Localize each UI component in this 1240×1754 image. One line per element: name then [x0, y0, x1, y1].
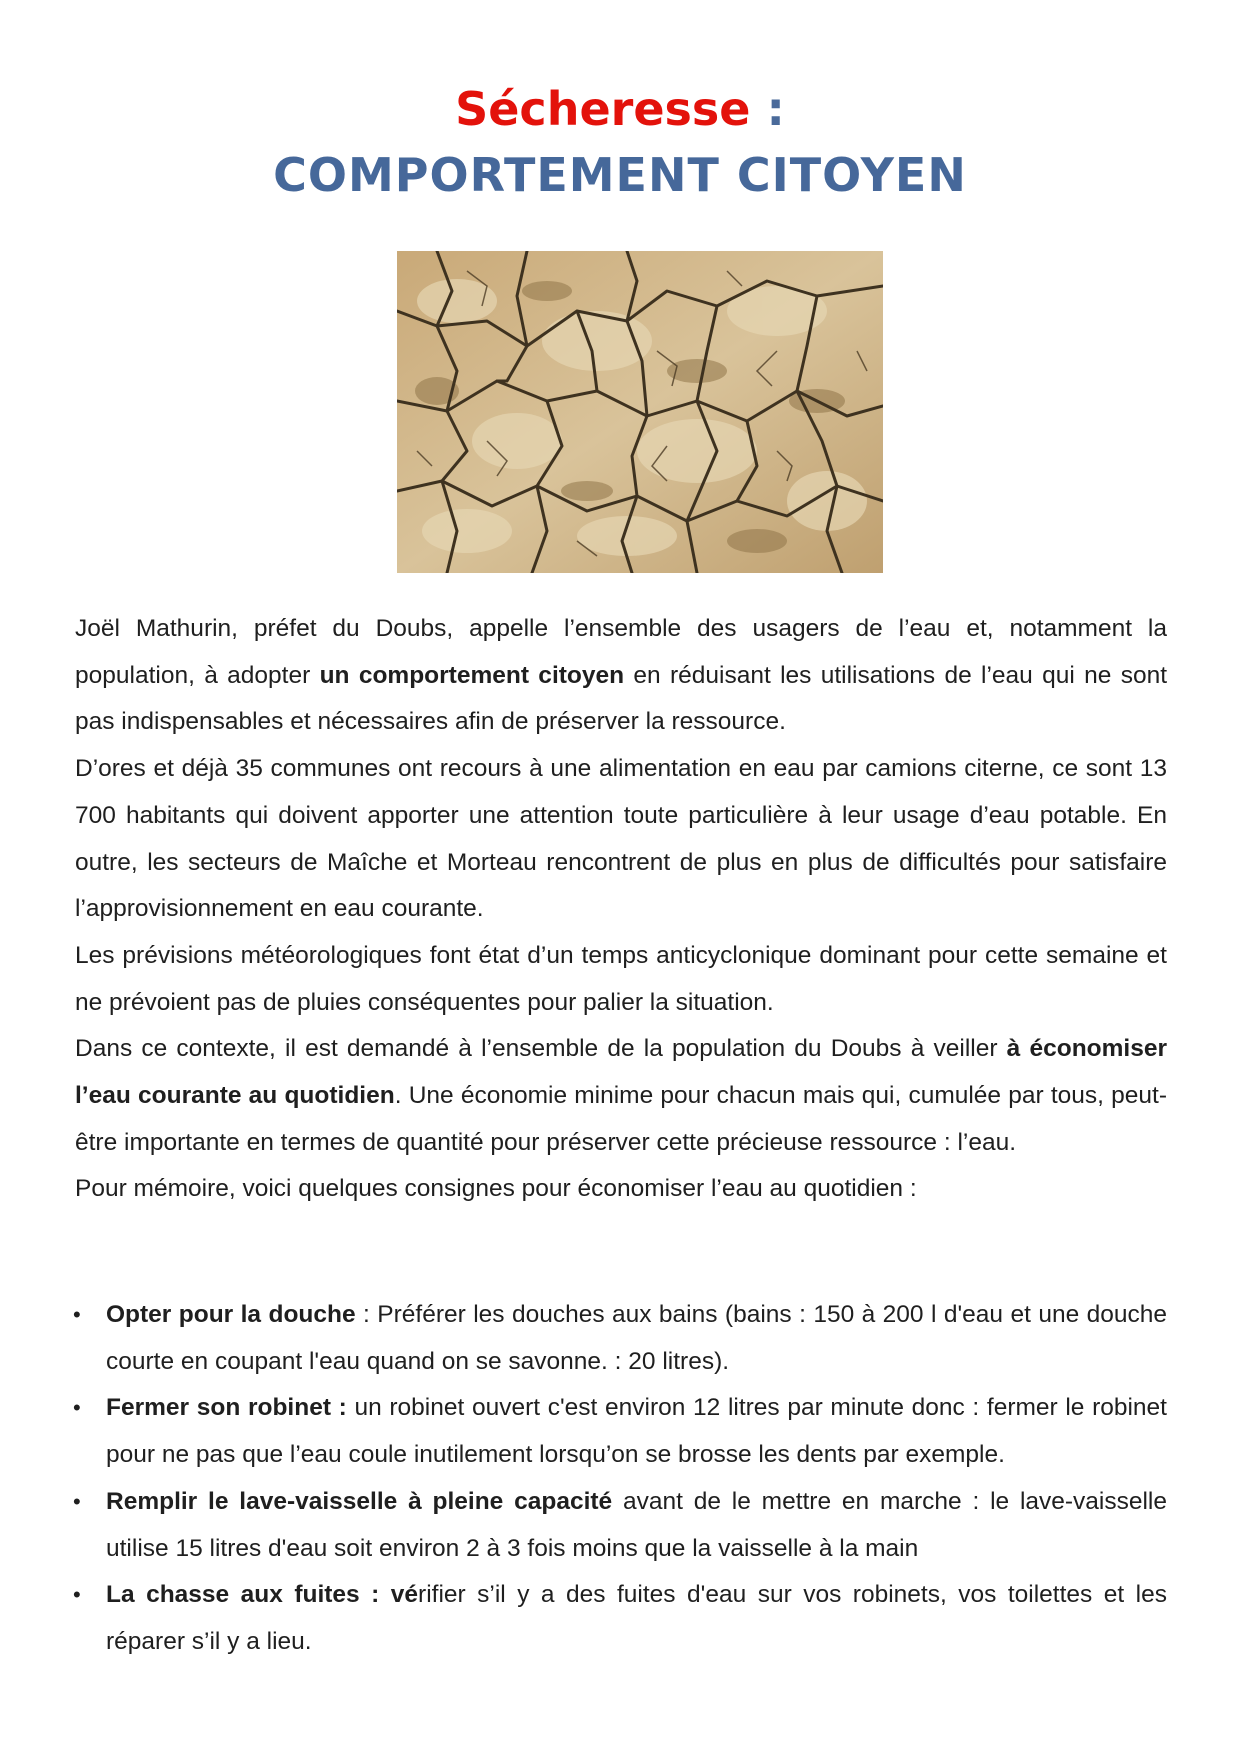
list-item-text: un robinet ouvert c'est environ 12 litres par minute donc : fermer le robinet pour ne pas que l’eau coule inutilement lorsqu’on se brosse les dents par exemple. [106, 1394, 1167, 1469]
list-item-heading: Opter pour la douche [106, 1301, 356, 1328]
paragraph-2: D’ores et déjà 35 communes ont recours à une alimentation en eau par camions citerne, ce sont 13 700 habitants qui doivent apporter une attention toute particulière à leur usage d’eau potable. En outre, les secteurs de Maîche et Morteau rencontrent de plus en plus de difficultés pour satisfaire l’approvisionnement en eau courante. [75, 755, 1167, 923]
list-item [75, 1572, 1167, 1665]
bullet-icon: • [73, 1302, 81, 1327]
paragraph-4 [75, 1026, 1167, 1166]
paragraph-3: Les prévisions météorologiques font état d’un temps anticyclonique dominant pour cette semaine et ne prévoient pas de pluies conséquentes pour palier la situation. [75, 941, 1167, 1016]
list-item-text: : Préférer les douches aux bains (bains : 150 à 200 l d'eau et une douche courte en coupant l'eau quand on se savonne. : 20 litres). [106, 1301, 1167, 1375]
paragraph-5: Pour mémoire, voici quelques consignes pour économiser l’eau au quotidien : [75, 1175, 917, 1203]
paragraph-4-start: Dans ce contexte, il est demandé à l’ensemble de la population du Doubs à veiller [75, 1035, 1007, 1063]
list-item [75, 1479, 1167, 1572]
bullet-icon: • [73, 1488, 81, 1514]
list-item-heading: Fermer son robinet : [106, 1394, 347, 1422]
paragraph-4-end: . Une économie minime pour chacun mais qui, cumulée par tous, peut- être importante en termes de quantité pour préserver cette précieuse ressource : l’eau. [75, 1082, 1167, 1156]
tips-list [75, 1292, 1167, 1666]
list-item-heading: Remplir le lave-vaisselle à pleine capacité [106, 1487, 613, 1515]
bullet-icon: • [73, 1582, 81, 1608]
list-item [75, 1385, 1167, 1478]
list-item-text: avant de le mettre en marche : le lave-vaisselle utilise 15 litres d'eau soit environ 2 à 3 fois moins que la vaisselle à la main [106, 1487, 1167, 1562]
paragraph-1-emphasis: un comportement citoyen [319, 661, 625, 689]
paragraph-4-emphasis: à économiser l’eau courante au quotidien [75, 1035, 1167, 1110]
body-text [75, 606, 1167, 1213]
title-colon: : [750, 82, 785, 136]
paragraph-1-end: en réduisant les utilisations de l’eau qui ne sont pas indispensables et nécessaires afin de préserver la ressource. [75, 661, 1168, 736]
title-line-2: COMPORTEMENT CITOYEN [273, 148, 967, 202]
paragraph-1-start: Joël Mathurin, préfet du Doubs, appelle l’ensemble des usagers de l’eau et, notamment la population, à adopter [75, 615, 1167, 689]
title-secheresse: Sécheresse [455, 82, 751, 136]
list-item-text: rifier s’il y a des fuites d'eau sur vos robinets, vos toilettes et les réparer s’il y a lieu. [106, 1581, 1167, 1655]
bullet-icon: • [73, 1395, 81, 1421]
list-item-heading: La chasse aux fuites : vé [106, 1581, 419, 1609]
paragraph-1 [75, 606, 1167, 746]
list-item [75, 1292, 1167, 1385]
title-line-1 [0, 82, 1240, 136]
cracked-soil-photo [397, 251, 883, 573]
